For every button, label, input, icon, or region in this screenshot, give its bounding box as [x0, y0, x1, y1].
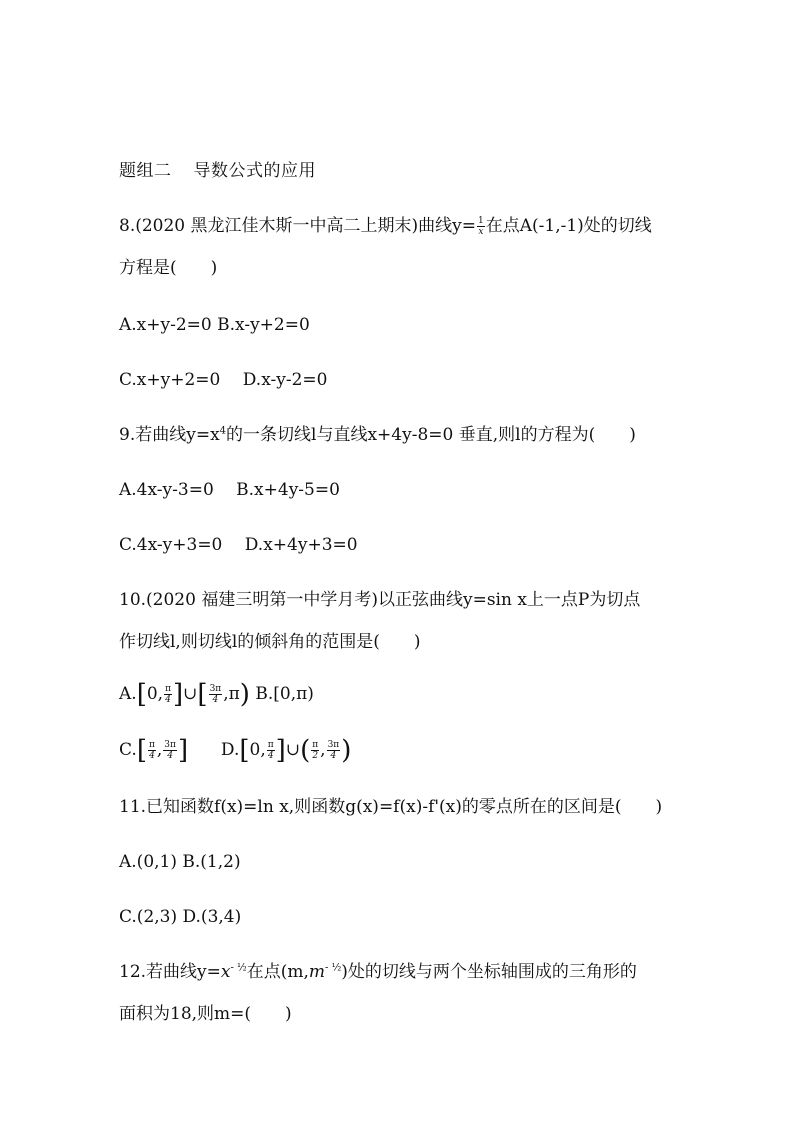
- q8-options-ab: A.x+y-2=0 B.x-y+2=0: [119, 315, 310, 335]
- q11-options-ab: A.(0,1) B.(1,2): [119, 852, 241, 872]
- q10-line1: 10.(2020 福建三明第一中学月考)以正弦曲线y=sin x上一点P为切点: [119, 590, 641, 610]
- section-subtitle: 导数公式的应用: [193, 161, 316, 181]
- q9-line1: 9.若曲线$y=x^4$的一条切线l与直线x+4y-8=0 垂直,则l的方程为( ): [119, 425, 636, 445]
- fraction: $\frac{1}{x}$: [478, 216, 484, 237]
- q9-options-cd: C.4x-y+3=0 D.x+4y+3=0: [119, 535, 358, 555]
- q11-line1: 11.已知函数f(x)=ln x,则函数g(x)=f(x)-f'(x)的零点所在的区间是( ): [119, 797, 663, 817]
- q10-options-ab: A.[0, $\frac{\pi}{4}$ ]∪[ $\frac{3\pi}{4}$ ,π) B.[0,π): [119, 679, 314, 710]
- q10-options-cd: C.[ $\frac{\pi}{4}$ , $\frac{3\pi}{4}$ ] D.[0, $\frac{\pi}{4}$ ]∪( $\frac{\pi}{2}$ , $\frac{3\pi}{4}$ ): [119, 735, 352, 766]
- q12-line2: 面积为18,则m=( ): [119, 1004, 292, 1024]
- q8-options-cd: C.x+y+2=0 D.x-y-2=0: [119, 370, 328, 390]
- q8-line2: 方程是( ): [119, 258, 218, 278]
- q9-options-ab: A.4x-y-3=0 B.x+4y-5=0: [119, 480, 340, 500]
- q11-options-cd: C.(2,3) D.(3,4): [119, 907, 242, 927]
- q8-line1: 8.(2020 黑龙江佳木斯一中高二上期末)曲线y= $\frac{1}{x}$ 在点A(-1,-1)处的切线: [119, 216, 652, 237]
- section-heading: [119, 159, 684, 183]
- q10-line2: 作切线l,则切线l的倾斜角的范围是( ): [119, 632, 421, 652]
- q12-line1: 12.若曲线$y=x^{- \frac{1}{2}}$在点$(m,m^{- \frac{1}{2}})$处的切线与两个坐标轴围成的三角形的: [119, 962, 637, 982]
- section-title: 题组二: [119, 161, 172, 181]
